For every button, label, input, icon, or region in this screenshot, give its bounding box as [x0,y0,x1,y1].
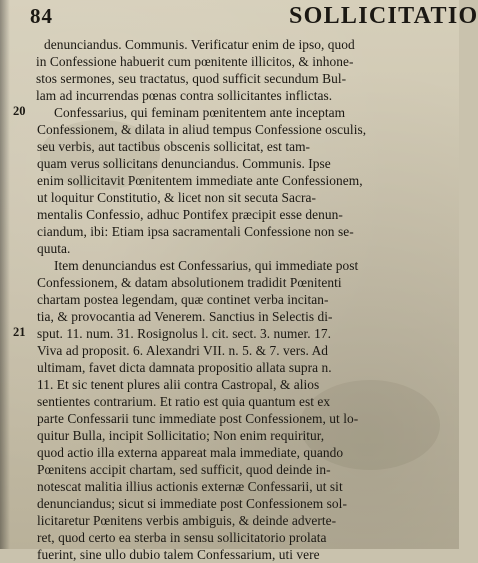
running-head: SOLLICITATIO [289,3,478,29]
text-line: quitur Bulla, incipit Sollicitatio; Non enim requiritur, [37,428,325,443]
text-line: quuta. [37,241,71,256]
text-line: 11. Et sic tenent plures alii contra Castropal, & alios [37,377,320,392]
text-line: Pœnitens accipit chartam, sed sufficit, quod deinde in- [37,462,331,477]
text-line: Confessarius, qui feminam pœnitentem ante inceptam [54,105,346,120]
text-line: quam verus sollicitans denunciandus. Communis. Ipse [37,156,331,171]
paragraph-number: 21 [13,325,26,339]
text-line: denunciandus. Communis. Verificatur enim de ipso, quod [44,37,355,52]
text-line: quod actio illa externa appareat mala immediate, quando [37,445,344,460]
text-line: ut loquitur Constitutio, & licet non sit secuta Sacra- [37,190,317,205]
text-line: parte Confessarii tunc immediate post Confessionem, ut lo- [37,411,359,426]
text-line: mentalis Confessio, adhuc Pontifex præcipit esse denun- [37,207,343,222]
text-line: sentientes contrarium. Et ratio est quia quantum est ex [37,394,331,409]
paragraph-number: 20 [13,104,26,118]
text-line: seu verbis, aut tactibus obscenis sollicitat, est tam- [37,139,311,154]
page-header [30,3,478,32]
text-line: denunciandus; sicut si immediate post Confessionem sol- [37,496,347,511]
text-line: in Confessione habuerit cum pœnitente illicitos, & inhone- [36,54,354,69]
text-line: ultimam, favet dicta damnata propositio allata supra n. [37,360,332,375]
text-line: notescat malitia illius actionis externæ Confessarii, ut sit [37,479,343,494]
text-line: ciandum, ibi: Etiam ipsa sacramentali Confessione non se- [37,224,354,239]
text-line: ret, quod certo ea sterba in sensu sollicitatorio prolata [37,530,327,545]
text-line: Confessionem, & dilata in aliud tempus Confessione osculis, [37,122,367,137]
text-line: sput. 11. num. 31. Rosignolus l. cit. sect. 3. numer. 17. [37,326,331,341]
text-line: enim sollicitavit Pœnitentem immediate ante Confessionem, [37,173,363,188]
text-line: Item denunciandus est Confessarius, qui immediate post [54,258,359,273]
text-line: stos sermones, seu tractatus, quod sufficit secundum Bul- [36,71,347,86]
gutter-shadow [0,0,10,549]
text-line: chartam postea legendam, quæ continet verba incitan- [37,292,329,307]
text-line: Confessionem, & datam absolutionem tradidit Pœnitenti [37,275,342,290]
text-line: fuerint, sine ullo dubio talem Confessarium, uti vere [37,547,320,562]
text-line: licitaretur Pœnitens verbis ambiguis, & deinde adverte- [37,513,337,528]
page-number: 84 [30,4,53,28]
text-line: Viva ad proposit. 6. Alexandri VII. n. 5. & 7. vers. Ad [37,343,329,358]
text-line: lam ad incurrendas pœnas contra sollicitantes inflictas. [36,88,333,103]
text-line: tia, & provocantia ad Venerem. Sanctius in Selectis di- [37,309,333,324]
